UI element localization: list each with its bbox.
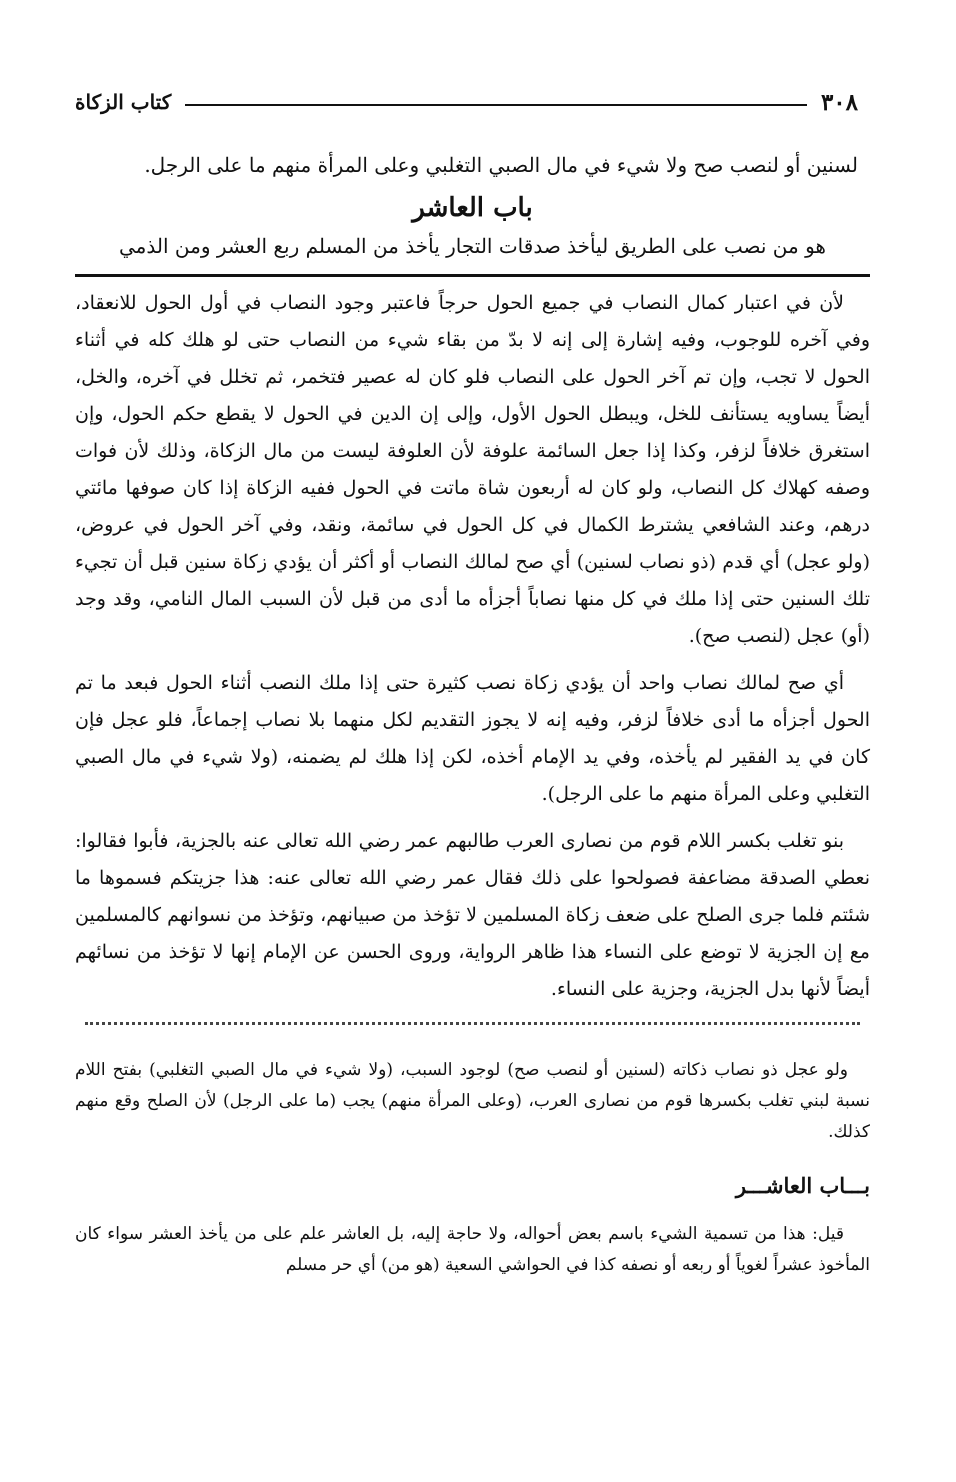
footnote-section [75, 1055, 870, 1281]
dotted-divider [85, 1022, 860, 1025]
header-rule [185, 104, 807, 106]
footnote-chapter-title: بـــاب العاشـــر [735, 1173, 870, 1198]
running-title: كتاب الزكاة [75, 90, 172, 114]
commentary-section [75, 285, 870, 1008]
footnote-paragraph: ولو عجل ذو نصاب ذكاته (لسنين أو لنصب صح) لوجود السبب، (ولا شيء في مال الصبي التغلبي) بفتح اللام نسبة لبني تغلب بكسرها قوم من نصارى العرب، (وعلى المرأة منهم) يجب (ما على الرجل) لأن الصلح وقع منهم كذلك. [75, 1060, 870, 1142]
footnote-paragraph: قيل: هذا من تسمية الشيء باسم بعض أحواله، ولا حاجة إليه، بل العاشر علم على من يأخذ العشر سواء كان المأخوذ عشراً لغوياً أو ربعه أو نصفه كذا في الحواشي السعية (هو من) أي حر مسلم [75, 1224, 870, 1275]
page-number: ٣٠٨ [820, 88, 858, 116]
commentary-paragraph: أي صح لمالك نصاب واحد أن يؤدي زكاة نصب كثيرة حتى إذا ملك النصب أثناء الحول فبعد ما تم الحول أجزأه ما أدى خلافاً لزفر، وفيه إنه لا يجوز التقديم لكل منهما بلا نصاب إجماعاً، فلو عجل فإن كان في يد الفقير لم يأخذه، وفي يد الإمام أخذه، لكن إذا هلك لم يضمنه، (ولا شيء في مال الصبي التغلبي وعلى المرأة منهم ما على الرجل). [75, 672, 870, 805]
page-header [75, 84, 858, 120]
chapter-title: باب العاشر [412, 193, 533, 223]
matn-definition: هو من نصب على الطريق ليأخذ صدقات التجار يأخذ من المسلم ربع العشر ومن الذمي [119, 234, 826, 258]
footnote-block [75, 1219, 870, 1281]
commentary-paragraph: بنو تغلب بكسر اللام قوم من نصارى العرب طالبهم عمر رضي الله تعالى عنه بالجزية، فأبوا فقالوا: نعطي الصدقة مضاعفة فصولحوا على ذلك فقال عمر رضي الله تعالى عنه: هذا جزيتكم فسموها ما شئتم فلما جرى الصلح على ضعف زكاة المسلمين لا تؤخذ من صبيانهم، وتؤخذ من نسوانهم كالمسلمين مع إن الجزية لا توضع على النساء هذا ظاهر الرواية، وروى الحسن عن الإمام إنها لا تؤخذ من نسائهم أيضاً لأنها بدل الجزية، وجزية على النساء. [75, 830, 870, 1000]
commentary-paragraph: لأن في اعتبار كمال النصاب في جميع الحول حرجاً فاعتبر وجود النصاب في أول الحول للانعقاد، وفي آخره للوجوب، وفيه إشارة إلى إنه لا بدّ من بقاء شيء من النصاب حتى لو هلك كله في أثناء الحول لا تجب، وإن تم آخر الحول على النصاب فلو كان له عصير فتخمر، ثم تخلل في آخره، والخل، أيضاً يساويه يستأنف للخل، ويبطل الحول الأول، وإلى إن الدين في الحول لا يقطع حكم الحول، وإن استغرق خلافاً لزفر، وكذا إذا جعل السائمة علوفة لأن العلوفة ليست من مال الزكاة، وذلك لأن فوات وصفه كهلاك كل النصاب، ولو كان له أربعون شاة ماتت في الحول ففيه الزكاة إذا كان صوفها مائتي درهم، وعند الشافعي يشترط الكمال في كل الحول في سائمة، ونقد، وفي آخر الحول في عروض، (ولو عجل) أي قدم (ذو نصاب لسنين) أي صح لمالك النصاب أو أكثر أن يؤدي زكاة سنين قبل أن تجيء تلك السنين حتى إذا ملك في كل منها نصاباً أجزأه ما أدى من قبل لأن السبب المال النامي، وقد وجد (أو) عجل (لنصب صح). [75, 292, 870, 647]
matn-divider [75, 274, 870, 277]
book-page [75, 84, 870, 1281]
matn-continuation: لسنين أو لنصب صح ولا شيء في مال الصبي التغلبي وعلى المرأة منهم ما على الرجل. [144, 153, 858, 177]
